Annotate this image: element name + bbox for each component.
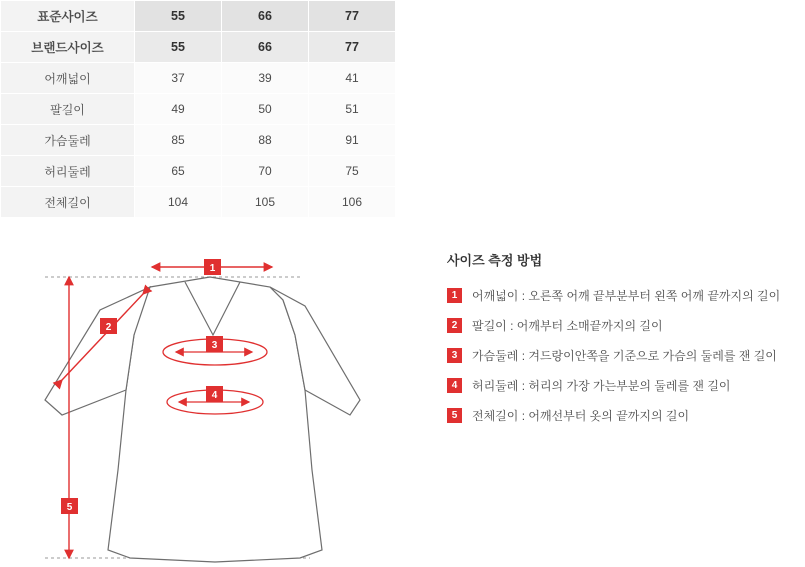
legend-item-label: 가슴둘레 : 겨드랑이안쪽을 기준으로 가슴의 둘레를 잰 길이 xyxy=(472,349,777,363)
legend-item-label: 허리둘레 : 허리의 가장 가는부분의 둘레를 잰 길이 xyxy=(472,379,731,393)
cell-value: 66 xyxy=(222,32,309,63)
row-label: 팔길이 xyxy=(1,94,135,125)
garment-outline xyxy=(45,277,360,562)
legend-title: 사이즈 측정 방법 xyxy=(447,253,543,268)
legend-item xyxy=(447,407,797,424)
cell-value: 66 xyxy=(222,1,309,32)
legend-item-label: 전체길이 : 어깨선부터 옷의 끝까지의 길이 xyxy=(472,409,690,423)
cell-value: 39 xyxy=(222,63,309,94)
cell-value: 51 xyxy=(309,94,396,125)
table-row xyxy=(1,32,396,63)
measure-shoulder-width xyxy=(152,259,272,275)
row-label: 브랜드사이즈 xyxy=(1,32,135,63)
table-row xyxy=(1,156,396,187)
cell-value: 104 xyxy=(135,187,222,218)
cell-value: 41 xyxy=(309,63,396,94)
cell-value: 77 xyxy=(309,1,396,32)
cell-value: 88 xyxy=(222,125,309,156)
row-label: 가슴둘레 xyxy=(1,125,135,156)
legend-item-label: 어깨넓이 : 오른쪽 어깨 끝부분부터 왼쪽 어깨 끝까지의 길이 xyxy=(472,289,781,303)
cell-value: 77 xyxy=(309,32,396,63)
table-row xyxy=(1,1,396,32)
table-row xyxy=(1,125,396,156)
marker-label-5: 5 xyxy=(66,502,73,513)
legend-number-badge: 1 xyxy=(447,288,462,303)
cell-value: 106 xyxy=(309,187,396,218)
legend-number-badge: 2 xyxy=(447,318,462,333)
legend-item xyxy=(447,377,797,394)
cell-value: 70 xyxy=(222,156,309,187)
cell-value: 49 xyxy=(135,94,222,125)
marker-label-4: 4 xyxy=(211,390,218,401)
measurement-diagram xyxy=(0,240,430,567)
cell-value: 37 xyxy=(135,63,222,94)
legend-item xyxy=(447,317,797,334)
table-row xyxy=(1,63,396,94)
legend-number-badge: 5 xyxy=(447,408,462,423)
marker-label-2: 2 xyxy=(105,322,112,333)
cell-value: 55 xyxy=(135,1,222,32)
measurement-legend xyxy=(447,250,797,437)
legend-item-label: 팔길이 : 어깨부터 소매끝까지의 길이 xyxy=(472,319,663,333)
cell-value: 65 xyxy=(135,156,222,187)
cell-value: 55 xyxy=(135,32,222,63)
measure-total-length xyxy=(61,277,78,558)
table-row xyxy=(1,94,396,125)
legend-item xyxy=(447,347,797,364)
table-row xyxy=(1,187,396,218)
cell-value: 75 xyxy=(309,156,396,187)
row-label: 전체길이 xyxy=(1,187,135,218)
legend-item xyxy=(447,287,797,304)
marker-label-1: 1 xyxy=(209,263,216,274)
legend-number-badge: 4 xyxy=(447,378,462,393)
row-label: 표준사이즈 xyxy=(1,1,135,32)
cell-value: 50 xyxy=(222,94,309,125)
row-label: 어깨넓이 xyxy=(1,63,135,94)
cell-value: 91 xyxy=(309,125,396,156)
legend-number-badge: 3 xyxy=(447,348,462,363)
cell-value: 85 xyxy=(135,125,222,156)
cell-value: 105 xyxy=(222,187,309,218)
row-label: 허리둘레 xyxy=(1,156,135,187)
marker-label-3: 3 xyxy=(211,340,218,351)
size-chart-table xyxy=(0,0,396,218)
